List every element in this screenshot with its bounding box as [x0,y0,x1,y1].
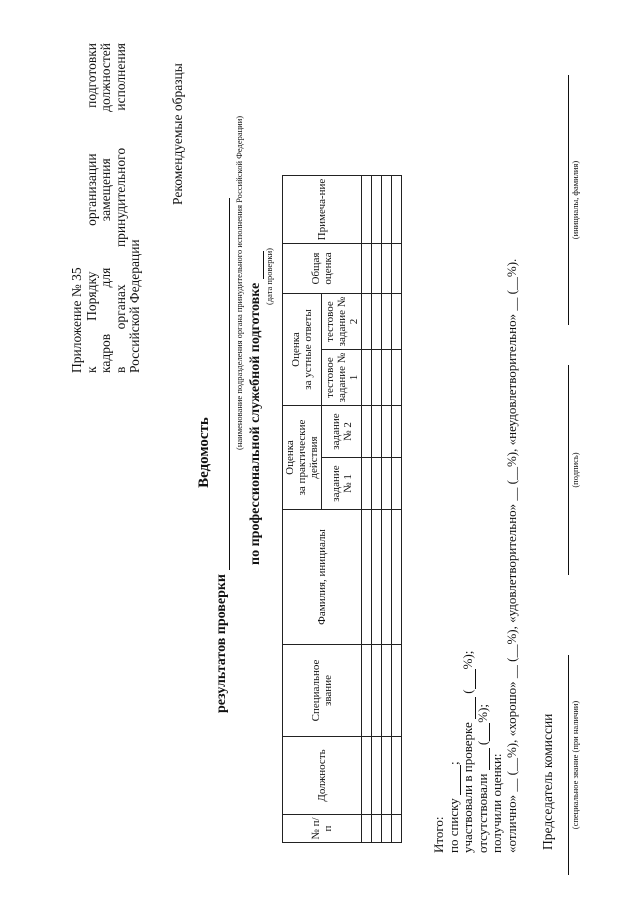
table-row [372,176,382,843]
rank-caption: (специальное звание (при наличии) [570,700,580,830]
appendix-line-2: к Порядку организации подготовки [83,43,99,373]
rank-signature-line [568,655,569,875]
header-oral [283,294,322,406]
table-cell [372,294,382,350]
header-rank: Специальное звание [283,645,362,737]
header-test-2: тестовое задание № 2 [322,294,362,350]
totals-received: получили оценки: [489,753,504,853]
took-part-blank [464,697,476,719]
table-cell [392,176,402,244]
table-cell [372,406,382,458]
table-cell [362,510,372,645]
table-cell [392,737,402,815]
table-cell [372,737,382,815]
table-cell [372,815,382,843]
sign-caption: (подпись) [570,452,580,488]
table-cell [392,458,402,510]
header-task-1: задание № 1 [322,458,362,510]
header-practical-score: Оценка [284,440,296,475]
subtitle-line [214,73,230,713]
table-cell [372,510,382,645]
table-row [382,176,392,843]
table-cell [382,645,392,737]
date-blank [251,251,264,279]
table-cell [362,815,372,843]
table-cell [392,815,402,843]
appendix-line-5: Российской Федерации [127,239,142,373]
table-cell [382,176,392,244]
totals-grades: «отлично» __ (__%), «хорошо» __ (__%), «удовлетворительно» __ (__%), «неудовлетворительно» __ (__%). [503,258,519,853]
table-cell [372,350,382,406]
table-cell [382,244,392,294]
appendix-block [70,43,143,373]
table-cell [362,350,372,406]
absent-percent-blank [478,723,490,741]
header-name: Фамилия, инициалы [283,510,362,645]
name-caption: (инициалы, фамилия) [570,160,580,240]
header-oral-label: за устные ответы [302,309,314,390]
signature-line [568,365,569,575]
header-practical-label: за практические действия [296,419,320,496]
totals-block [432,259,519,853]
header-practical [283,406,322,510]
table-cell [372,176,382,244]
by-list-label: по списку [445,798,461,853]
table-cell [382,737,392,815]
table-cell [392,510,402,645]
table-cell [372,645,382,737]
table-cell [362,458,372,510]
totals-heading: Итого: [431,816,446,853]
table-cell [362,176,372,244]
table-cell [392,244,402,294]
table-cell [372,244,382,294]
table-cell [382,294,392,350]
table-cell [362,737,372,815]
table-cell [382,406,392,458]
table-cell [362,406,372,458]
table-body [362,176,402,843]
appendix-number: Приложение № 35 [69,267,84,373]
header-test-1: тестовое задание № 1 [322,350,362,406]
name-signature-line [568,75,569,325]
subtitle-training-text: по профессиональной служебной подготовке [248,282,263,565]
recommended-samples: Рекомендуемые образцы [170,63,185,205]
table-cell [382,458,392,510]
header-oral-score: Оценка [290,332,302,367]
absent-label: отсутствовали [474,773,490,853]
header-number: № п/п [283,815,362,843]
table-cell [392,645,402,737]
results-table [282,175,402,843]
unit-caption: (наименование подразделения органа принудительного исполнения Российской Федерации) [234,115,244,450]
table-cell [392,294,402,350]
commission-chair: Председатель комиссии [540,713,555,850]
table-cell [362,645,372,737]
table-cell [372,458,382,510]
table-cell [362,294,372,350]
document-title: Ведомость [196,417,212,488]
table-cell [382,350,392,406]
totals-by-list: по списку ; [445,761,461,853]
table-cell [382,815,392,843]
header-notes: Примеча-ние [283,176,362,244]
unit-blank [217,198,230,570]
table-row [362,176,372,843]
table-cell [362,244,372,294]
totals-took-part: участвовали в проверке (%); [460,650,475,853]
took-part-label: участвовали в проверке [460,722,475,853]
subtitle-training [248,251,264,565]
date-caption: (дата проверки) [264,248,274,305]
table-cell [392,350,402,406]
header-total: Общая оценка [283,244,362,294]
took-part-percent-blank [464,669,476,689]
header-task-2: задание № 2 [322,406,362,458]
table-cell [382,510,392,645]
table-cell [392,406,402,458]
header-position: Должность [283,737,362,815]
table-row [392,176,402,843]
appendix-line-3: кадров для замещения должностей [98,43,113,373]
totals-absent: отсутствовали (%); [474,703,490,853]
subtitle-prefix: результатов проверки [214,574,229,713]
appendix-line-4: в органах принудительного исполнения [112,43,128,373]
